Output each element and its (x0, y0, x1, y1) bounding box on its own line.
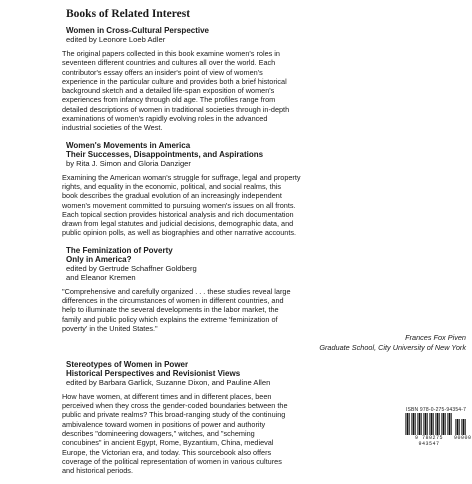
barcode-bar (459, 419, 460, 435)
book-entry (62, 141, 466, 238)
book-description-line: Examining the American woman's struggle for suffrage, legal and property (62, 172, 301, 182)
quote-attribution: Graduate School, City University of New York (319, 342, 466, 352)
book-description-line: How have women, at different times and in different places, been (62, 391, 272, 401)
book-title: Historical Perspectives and Revisionist Views (66, 368, 241, 378)
barcode-bar (405, 413, 406, 435)
barcode-bar (457, 419, 459, 435)
book-description-line: contributor's essay offers an insider's point of view of women's (62, 67, 263, 77)
book-description-line: and historical periods. (62, 466, 133, 476)
book-title: Stereotypes of Women in Power (66, 359, 189, 369)
barcode-bar (437, 413, 439, 435)
book-editor: edited by Gertrude Schaffner Goldberg (66, 263, 197, 273)
book-description-line: book describes the gradual evolution of an increasingly independent (62, 191, 282, 201)
barcode-bar (421, 413, 422, 435)
price-barcode-bars (454, 419, 468, 435)
barcode-bar (463, 419, 465, 435)
isbn-barcode (404, 407, 472, 447)
book-description-line: help to illuminate the several developments in the labor market, the (62, 305, 279, 315)
book-description-line: Europe, the Victorian era, and today. This sourcebook also offers (62, 447, 272, 457)
barcode-bar (431, 413, 433, 435)
book-description-line: public and private realms? This broad-ranging study of the continuing (62, 410, 286, 420)
barcode-bar (423, 413, 424, 435)
barcode-bar (433, 413, 434, 435)
book-title: Women in Cross-Cultural Perspective (66, 26, 209, 35)
page-title: Books of Related Interest (66, 8, 191, 20)
book-description-line: examinations of women's rapidly evolving roles in the advanced (62, 114, 268, 124)
book-description-line: drawn from legal statutes and judicial decisions, demographic data, and (62, 219, 294, 229)
book-description-line: family and public policy which explains the extreme 'feminization of (62, 314, 278, 324)
book-description-line: women's movement committed to pursuing women's issues on all fronts. (62, 200, 296, 210)
book-editor: and Eleanor Kremen (66, 272, 136, 282)
book-description-line: background sketch and a detailed life-span exposition of women's (62, 86, 275, 96)
barcode-bar (413, 413, 415, 435)
book-description-line: describes "domineering dowagers," witches, and "scheming (62, 429, 255, 439)
book-description-line: Each topical section provides historical analysis and rich documentation (62, 209, 294, 219)
barcode-bar (451, 413, 452, 435)
barcode-bar (429, 413, 430, 435)
book-description-line: experience in the particular culture and provides both a brief historical (62, 76, 287, 86)
barcode-bar (455, 419, 456, 435)
book-editor: by Rita J. Simon and Gloria Danziger (66, 158, 191, 168)
isbn-number: ISBN 978-0-275-94354-7 (405, 407, 467, 413)
barcode-bar (417, 413, 418, 435)
book-description-line: perceived when they cross the gender-coded boundaries between the (62, 401, 288, 411)
book-description-line: "Comprehensive and carefully organized . . . these studies reveal large (62, 286, 291, 296)
barcode-bar (427, 413, 428, 435)
book-description-line: experiences from infancy through old age. The profiles range from (62, 95, 276, 105)
book-title: The Feminization of Poverty (66, 245, 173, 255)
barcode-bar (443, 413, 445, 435)
barcode-bar (411, 413, 412, 435)
barcode-bar (447, 413, 448, 435)
book-description-line: seventeen different countries and cultures all over the world. Each (62, 58, 276, 68)
book-description-line: The original papers collected in this book examine women's roles in (62, 49, 280, 58)
barcode-bar (419, 413, 421, 435)
book-description-line: coverage of the political representation of women in various cultures (62, 456, 282, 466)
barcode-bar (461, 419, 462, 435)
book-title: Their Successes, Disappointments, and Aspirations (66, 149, 264, 159)
barcode-bar (409, 413, 410, 435)
book-entry (62, 26, 466, 133)
book-description-line: differences in the circumstances of women in different countries, and (62, 296, 284, 306)
barcode-bar (441, 413, 442, 435)
barcode-bar (445, 413, 446, 435)
barcode-bars (404, 413, 454, 435)
book-description-line: ambivalence toward women in positions of power and authority (62, 419, 266, 429)
book-description-line: detailed descriptions of women in traditional societies through in-depth (62, 104, 290, 114)
price-code: 90000 (454, 435, 472, 441)
barcode-bar (407, 413, 409, 435)
book-editor: edited by Leonore Loeb Adler (66, 35, 166, 44)
book-description-line: public opinion polls, as well as biographies and other narrative accounts. (62, 228, 297, 238)
book-editor: edited by Barbara Garlick, Suzanne Dixon, and Pauline Allen (66, 377, 271, 387)
book-entry (62, 246, 466, 352)
barcode-bar (435, 413, 436, 435)
barcode-bar (439, 413, 440, 435)
quote-attribution: Frances Fox Piven (405, 333, 466, 343)
book-title: Only in America? (66, 254, 132, 264)
book-description-line: rights, and equality in the economic, political, and social realms, this (62, 181, 282, 191)
barcode-bar (465, 419, 466, 435)
book-description-line: concubines" in ancient Egypt, Rome, Byzantium, China, medieval (62, 438, 274, 448)
barcode-bar (449, 413, 451, 435)
book-description-line: poverty' in the United States." (62, 323, 158, 333)
barcode-bar (425, 413, 427, 435)
book-title: Women's Movements in America (66, 140, 191, 150)
barcode-digits: 9 780275 943547 (414, 435, 443, 447)
book-description-line: industrial societies of the West. (62, 123, 163, 133)
barcode-bar (415, 413, 416, 435)
